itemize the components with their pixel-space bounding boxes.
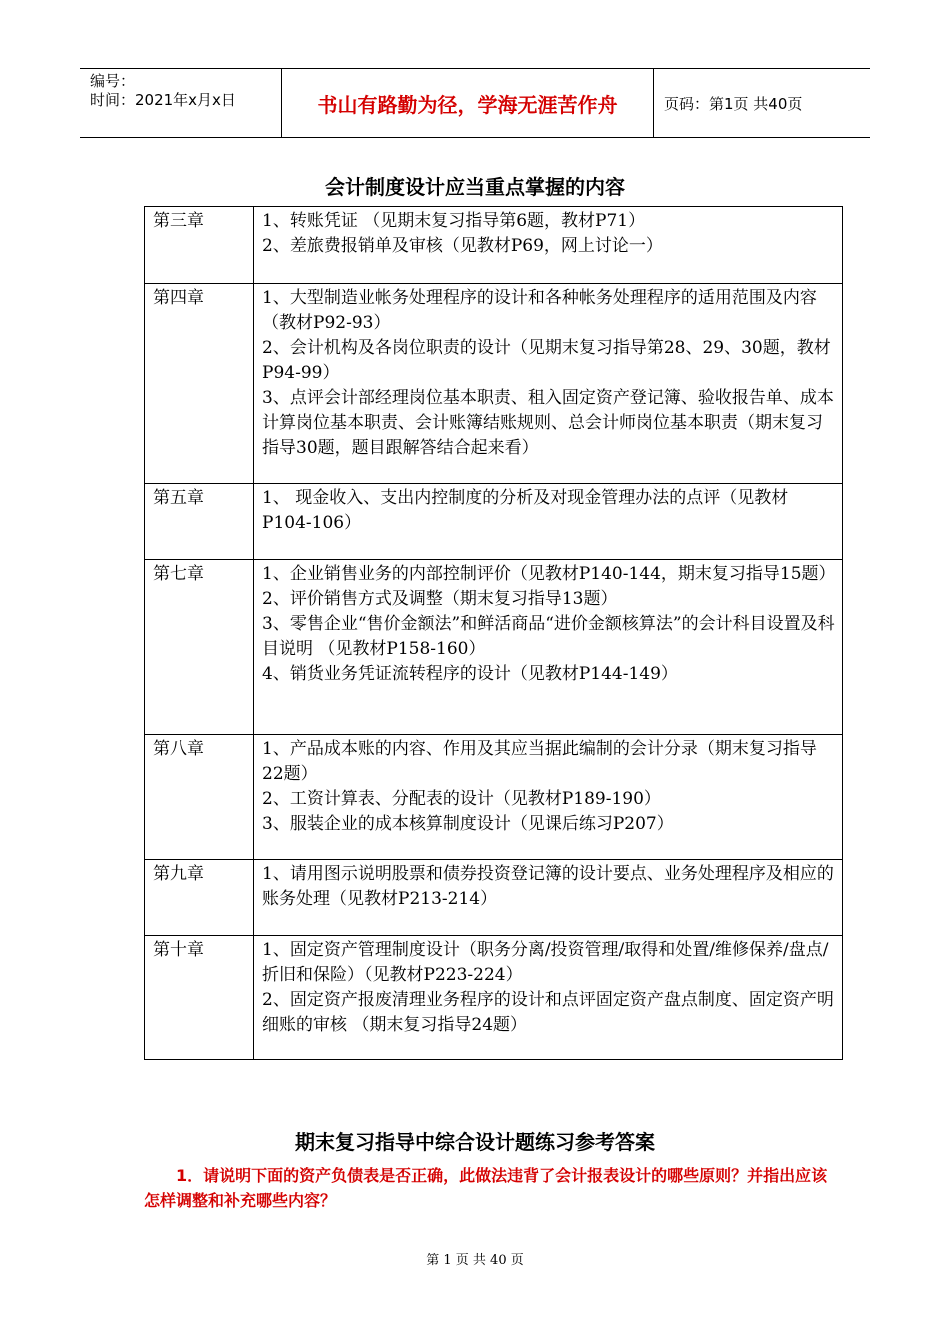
chapter-table [144,206,843,1060]
header-meta [80,69,282,137]
header-motto: 书山有路勤为径，学海无涯苦作舟 [282,69,654,137]
date-label: 时间：2021年x月x日 [90,91,236,109]
chapter-content [254,484,843,560]
number-label: 编号： [90,72,136,90]
chapter-item: 3、点评会计部经理岗位基本职责、租入固定资产登记簿、验收报告单、成本计算岗位基本职责、会计账簿结账规则、总会计师岗位基本职责（期末复习指导30题，题目跟解答结合起来看） [262,388,834,458]
table-row [145,284,843,484]
header-page-number: 页码：第1页 共40页 [664,94,803,113]
chapter-item: 1、请用图示说明股票和债券投资登记簿的设计要点、业务处理程序及相应的账务处理（见教材P213-214） [262,864,834,909]
chapter-item: 1、 现金收入、支出内控制度的分析及对现金管理办法的点评（见教材P104-106） [262,488,789,533]
chapter-name: 第三章 [145,207,254,284]
section-title: 期末复习指导中综合设计题练习参考答案 [295,1130,655,1154]
chapter-content [254,735,843,860]
page-footer: 第 1 页 共 40 页 [426,1253,524,1268]
table-row [145,860,843,936]
chapter-name: 第十章 [145,936,254,1060]
chapter-content [254,560,843,735]
chapter-name: 第五章 [145,484,254,560]
chapter-content [254,284,843,484]
chapter-name: 第七章 [145,560,254,735]
chapter-name: 第八章 [145,735,254,860]
chapter-name: 第九章 [145,860,254,936]
document-title: 会计制度设计应当重点掌握的内容 [325,175,625,199]
chapter-content [254,860,843,936]
chapter-item: 1、固定资产管理制度设计（职务分离/投资管理/取得和处置/维修保养/盘点/折旧和保险）（见教材P223-224） [262,940,829,985]
chapter-item: 2、固定资产报废清理业务程序的设计和点评固定资产盘点制度、固定资产明细账的审核 （期末复习指导24题） [262,990,834,1035]
chapter-item: 2、评价销售方式及调整（期末复习指导13题） [262,589,618,609]
table-row [145,207,843,284]
chapter-item: 2、差旅费报销单及审核（见教材P69，网上讨论一） [262,236,663,256]
chapter-item: 1、产品成本账的内容、作用及其应当据此编制的会计分录（期末复习指导22题） [262,739,817,784]
table-row [145,735,843,860]
table-row [145,936,843,1060]
chapter-item: 3、零售企业“售价金额法”和鲜活商品“进价金额核算法”的会计科目设置及科目说明 （见教材P158-160） [262,614,835,659]
chapter-item: 1、大型制造业帐务处理程序的设计和各种帐务处理程序的适用范围及内容（教材P92-93） [262,288,817,333]
page-header [80,68,870,138]
chapter-item: 4、销货业务凭证流转程序的设计（见教材P144-149） [262,664,678,684]
table-row [145,484,843,560]
chapter-item: 3、服装企业的成本核算制度设计（见课后练习P207） [262,814,674,834]
chapter-item: 1、转账凭证 （见期末复习指导第6题，教材P71） [262,211,646,231]
table-row [145,560,843,735]
chapter-item: 2、工资计算表、分配表的设计（见教材P189-190） [262,789,661,809]
chapter-item: 1、企业销售业务的内部控制评价（见教材P140-144，期末复习指导15题） [262,564,836,584]
chapter-item: 2、会计机构及各岗位职责的设计（见期末复习指导第28、29、30题，教材P94-99） [262,338,831,383]
question-text: 1．请说明下面的资产负债表是否正确，此做法违背了会计报表设计的哪些原则？并指出应该怎样调整和补充哪些内容？ [144,1166,828,1210]
chapter-content [254,936,843,1060]
chapter-name: 第四章 [145,284,254,484]
chapter-content [254,207,843,284]
